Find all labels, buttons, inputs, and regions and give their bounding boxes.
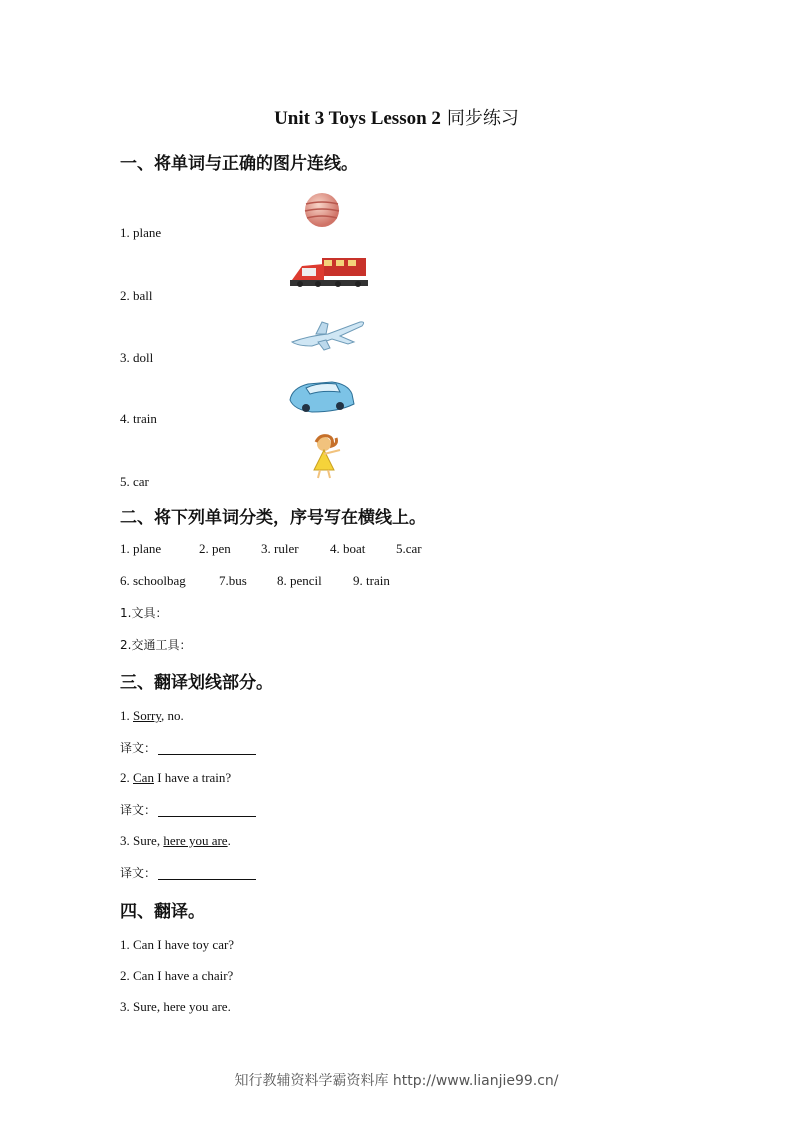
s4-item-3: 3. Sure, here you are. xyxy=(120,999,231,1014)
title-main: Unit 3 Toys Lesson 2 xyxy=(274,108,441,129)
word-3: 3. ruler xyxy=(261,541,299,556)
s3-answer-3 xyxy=(120,864,256,881)
q1-underlined: Sorry xyxy=(133,708,162,723)
car-image[interactable] xyxy=(288,378,358,416)
q3-rest: . xyxy=(227,833,231,848)
word-8: 8. pencil xyxy=(277,573,322,588)
q1-num: 1. xyxy=(120,708,130,723)
category-stationery: 1.文具： xyxy=(120,606,168,620)
section3-heading: 三、翻译划线部分。 xyxy=(120,673,273,693)
word-2: 2. pen xyxy=(199,541,231,556)
word-4: 4. boat xyxy=(330,541,366,556)
plane-image[interactable] xyxy=(288,316,372,352)
section2-heading: 二、将下列单词分类，序号写在横线上。 xyxy=(120,508,426,528)
answer-label: 译文： xyxy=(120,741,157,755)
word-7: 7.bus xyxy=(219,573,247,588)
section4-heading: 四、翻译。 xyxy=(120,902,205,922)
s4-item-1: 1. Can I have toy car? xyxy=(120,937,235,952)
ball-image[interactable] xyxy=(288,190,368,232)
s3-question-1 xyxy=(120,708,184,724)
answer-label: 译文： xyxy=(120,803,157,817)
q3-num: 3. Sure, xyxy=(120,833,161,848)
q3-underlined: here you are xyxy=(163,833,228,848)
q1-rest: , no. xyxy=(161,708,184,723)
page-title xyxy=(0,104,793,130)
train-image[interactable] xyxy=(288,250,372,292)
q2-rest: I have a train? xyxy=(153,770,232,785)
s4-item-2: 2. Can I have a chair? xyxy=(120,968,234,983)
s3-question-2 xyxy=(120,770,231,786)
word-9: 9. train xyxy=(353,573,390,588)
s3-answer-1 xyxy=(120,739,256,756)
q2-num: 2. xyxy=(120,770,130,785)
section1-heading: 一、将单词与正确的图片连线。 xyxy=(120,154,358,174)
s3-question-3 xyxy=(120,833,231,849)
word-5: 5.car xyxy=(396,541,422,556)
s1-item-ball: 2. ball xyxy=(120,288,153,303)
category-transport: 2.交通工具： xyxy=(120,638,192,652)
footer-watermark: 知行教辅资料学霸资料库 http://www.lianjie99.cn/ xyxy=(234,1073,559,1089)
answer-label: 译文： xyxy=(120,866,157,880)
word-1: 1. plane xyxy=(120,541,162,556)
q2-underlined: Can xyxy=(133,770,154,785)
answer-blank-2[interactable] xyxy=(158,803,256,817)
s1-item-doll: 3. doll xyxy=(120,350,154,365)
s3-answer-2 xyxy=(120,801,256,818)
answer-blank-1[interactable] xyxy=(158,741,256,755)
title-cn: 同步练习 xyxy=(446,108,519,129)
word-6: 6. schoolbag xyxy=(120,573,186,588)
s1-item-car: 5. car xyxy=(120,474,149,489)
doll-image[interactable] xyxy=(308,434,348,480)
s1-item-train: 4. train xyxy=(120,411,157,426)
answer-blank-3[interactable] xyxy=(158,866,256,880)
s1-item-plane: 1. plane xyxy=(120,225,162,240)
